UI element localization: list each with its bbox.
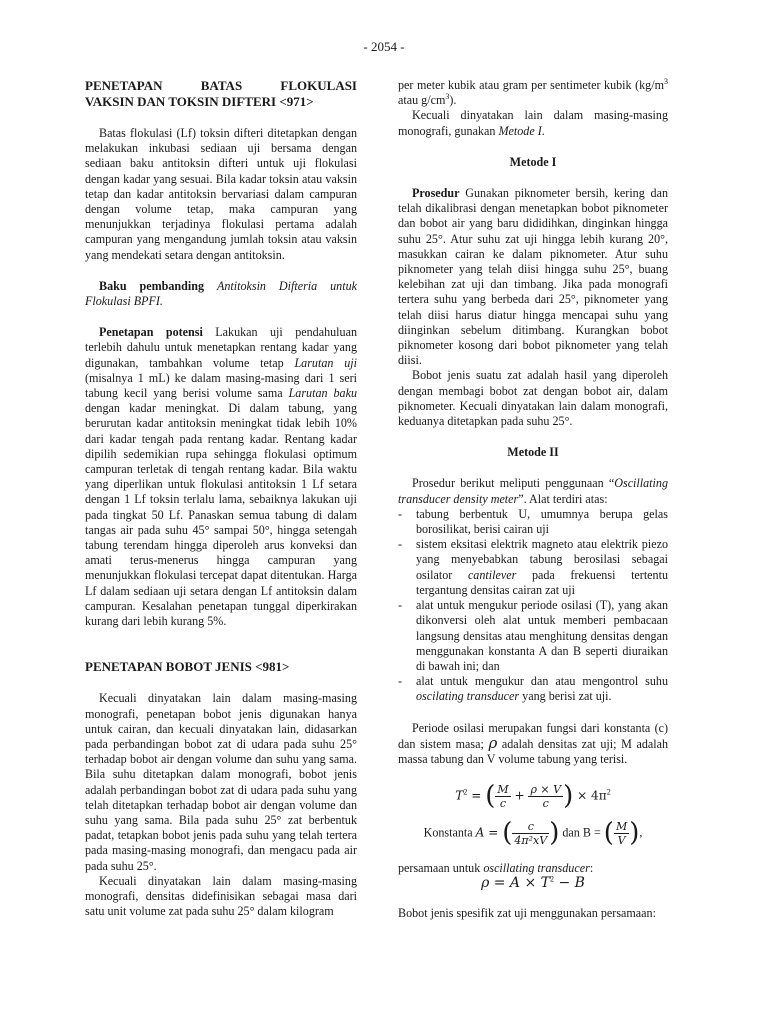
method-2-intro [398,476,668,506]
right-column [398,78,668,921]
equation-operator: + [510,788,529,803]
fraction-numerator: c [512,820,549,834]
superscript: 2 [606,787,611,797]
potency-italic-2: Larutan baku [288,386,358,401]
method-2-intro-text: Prosedur berikut meliputi penggunaan “ [412,476,615,491]
potency-italic-1: Larutan uji [294,355,357,370]
transducer-intro-text: persamaan untuk [398,861,481,876]
fraction [614,820,629,847]
superscript: 3 [664,76,668,86]
method-default-text: Kecuali dinyatakan lain dalam masing-masing monografi, gunakan [398,108,668,138]
list-item-text: sistem eksitasi elektrik magneto atau elektrik piezo yang menyebabkan tabung berosilasi sebagai osilator [416,537,668,582]
continuation-text: per meter kubik atau gram per sentimeter kubik (kg/m [398,78,664,92]
method-default-italic: Metode I [498,123,542,138]
superscript: 3 [445,92,450,102]
superscript: 2 [550,874,555,884]
procedure-paragraph [398,186,668,368]
final-paragraph: Bobot jenis spesifik zat uji menggunakan persamaan: [398,905,656,920]
equation-period: $T^2$ = ( $\frac{M}{c}$ + $\frac{\rho \times V}{c}$ ) × $4\pi^2$ [455,781,611,812]
left-column [85,78,357,919]
procedure-label: Prosedur [412,186,460,201]
section-title-specific-gravity: PENETAPAN BOBOT JENIS <981> [85,659,290,675]
fraction [512,820,549,847]
superscript: 2 [463,787,468,797]
list-item: - tabung berbentuk U, umumnya berupa gelas borosilikat, berisi cairan uji [398,507,668,537]
equation-operator: × 4π [573,788,607,803]
potency-paragraph [85,325,357,629]
page-number: - 2054 - [363,39,405,54]
section-title-line-1: PENETAPAN BATAS FLOKULASI [85,78,357,93]
method-1-title: Metode I [509,154,557,169]
equation-text: , [639,825,643,840]
reference-standard-paragraph [85,279,357,309]
method-2-intro-text: ”. Alat terdiri atas: [518,491,608,506]
list-item: - alat untuk mengukur periode osilasi (T), yang akan dikonversi oleh alat untuk memberi pembacaan langsung densitas atau menghitung densitas dengan menggunakan konstanta A dan B seperti diuraikan di bawah ini; dan [398,598,668,674]
method-default-paragraph: Kecuali dinyatakan lain dalam masing-masing monografi, gunakan Metode I. [398,108,668,138]
list-item [398,674,668,704]
continuation-text: atau g/cm [398,93,446,108]
procedure-text: Gunakan piknometer bersih, kering dan telah dikalibrasi dengan menetapkan bobot piknometer dan bobot air yang baru dididihkan, dinginkan hingga suhu 25°. Atur suhu zat uji hingga lebih kurang 20°, masukkan cairan ke dalam piknometer. Atur suhu piknometer yang telah diisi hingga suhu 25°, buang kelebihan zat uji dan timbang. Jika pada monografi tertera suhu yang berbeda dari 25°, piknometer yang telah diisi harus diatur hingga mencapai suhu yang diinginkan sebelum ditimbang. Kurangkan bobot piknometer kosong dari bobot piknometer yang telah diisi. [398,186,669,368]
fraction-numerator: M [615,820,628,834]
method-2-intro-italic: Oscillating transducer density meter [398,476,668,506]
potency-text-3: dengan kadar meningkat. Di dalam tabung, yang berurutan kadar antitoksin meningkat tidak lebih 10% dari kadar tengah pada rentang kadar. Rentang kadar dipilih sedemikian rupa sehingga flokulasi optimum campuran terletak di tengah rentang kadar. Bila waktu yang diperlikan untuk flokulasi antitoksin 1 Lf setara dengan 1 Lf toksin terlalu lama, sebaiknya lakukan uji pada tingkat 50 Lf. Panaskan semua tabung di dalam tangas air pada suhu 45° sampai 50°, hingga setengah tabung terendam hingga diperoleh arus konveksi dan amati terus-menerus hingga campuran yang menunjukkan flokulasi tercepat dapat ditentukan. Harga Lf dalam sediaan uji setara dengan Lf antitoksin dalam campuran. Kesalahan penetapan tunggal diperkirakan kurang dari lebih kurang 5%. [85,401,357,629]
specific-gravity-paragraph-2: Kecuali dinyatakan lain dalam masing-masing monografi, densitas didefinisikan sebagai masa dari satu unit volume zat pada suhu 25° dalam kilogram [85,873,357,919]
section-title-flocculation [85,78,357,110]
potency-text-1: Lakukan uji pendahuluan terlebih dahulu untuk menetapkan rentang kadar yang digunakan, tambahkan volume tetap [85,325,358,370]
equation-density [398,876,668,891]
fraction [528,783,563,810]
apparatus-list [398,507,668,705]
method-2-title: Metode II [507,445,559,460]
fraction-denominator: c [542,797,549,811]
oscillation-period-text: Periode osilasi merupakan fungsi dari konstanta (c) dan sistem masa; [398,720,668,751]
fraction-denominator: 4π²xV [514,834,548,848]
list-item-text: yang berisi zat uji. [522,689,612,704]
equation-operator: = [484,825,503,840]
equation-constants: Konstanta A = ( $\frac{c}{\text{4π²xV}}$ ) dan B = ( $\frac{M}{V}$ ), [423,818,643,849]
list-item-text: alat untuk mengukur dan atau mengontrol suhu [416,674,668,689]
constants-label: Konstanta [423,825,473,840]
transducer-intro-text: : [589,861,594,876]
list-item-text: pada frekuensi tertentu tergantung densitas cairan zat uji [416,567,669,597]
specific-gravity-result-paragraph: Bobot jenis suatu zat adalah hasil yang diperoleh dengan membagi bobot zat dengan bobot air, dalam piknometer. Kecuali dinyatakan lain dalam monografi, keduanya ditetapkan pada suhu 25°. [398,368,668,429]
reference-standard-text: Antitoksin Difteria untuk Flokulasi BPFI. [85,278,357,309]
oscillation-period-paragraph [398,721,668,768]
list-item-italic: cantilever [467,567,517,582]
fraction-denominator: V [617,834,626,848]
flocculation-intro-paragraph: Batas flokulasi (Lf) toksin difteri ditetapkan dengan melakukan inkubasi sediaan uji bersama dengan sediaan baku antitoksin difteri untuk uji flokulasi dengan kadar yang sesuai. Bila kadar toksin atau vaksin tetap dan kadar antitoksin bervariasi dalam campuran dengan volume tetap, maka campuran yang menunjukkan terjadinya flokulasi pertama adalah campuran yang mengandung jumlah toksin atau vaksin yang mendekati setara dengan antitoksin. [85,126,357,262]
fraction [495,783,510,810]
list-item-italic: oscilating transducer [416,689,520,704]
continuation-text: ). [449,93,457,108]
potency-text-2: (misalnya 1 mL) ke dalam masing-masing dari 1 seri tabung kecil yang berisi volume sama [85,370,357,401]
equation-text: ρ = A × T [481,875,551,892]
continuation-paragraph [398,78,668,108]
transducer-intro-italic: oscillating transducer [483,861,590,876]
fraction-numerator: M [497,783,509,797]
oscillation-period-text: adalah densitas zat uji; M adalah massa tabung dan V volume tabung yang terisi. [398,736,669,766]
equation-symbol: T [455,788,464,803]
reference-standard-label: Baku pembanding [99,278,205,293]
equation-symbol: A [475,825,485,840]
rho-symbol: ρ [488,733,498,752]
list-item [398,537,668,598]
equation-text: dan B = [559,825,604,840]
potency-label: Penetapan potensi [99,325,203,340]
specific-gravity-paragraph-1: Kecuali dinyatakan lain dalam masing-masing monografi, penetapan bobot jenis digunakan hanya untuk cairan, dan kecuali dinyatakan lain, didasarkan pada perbandingan bobot zat di udara pada suhu 25° terhadap bobot air dengan volume dan suhu yang sama. Bila suhu ditetapkan dalam monografi, bobot jenis adalah perbandingan bobot zat di udara pada suhu yang telah ditetapkan terhadap bobot air dengan volume dan suhu yang sama. Bila pada suhu 25° zat berbentuk padat, tetapkan bobot jenis pada suhu yang telah tertera pada masing-masing monografi, dan mengacu pada air pada suhu 25°. [85,691,357,873]
equation-operator: = [467,788,486,803]
fraction-numerator: ρ × V [530,783,562,797]
section-title-line-2: VAKSIN DAN TOKSIN DIFTERI <971> [85,94,314,109]
equation-text: − B [554,875,585,892]
fraction-denominator: c [499,797,507,811]
